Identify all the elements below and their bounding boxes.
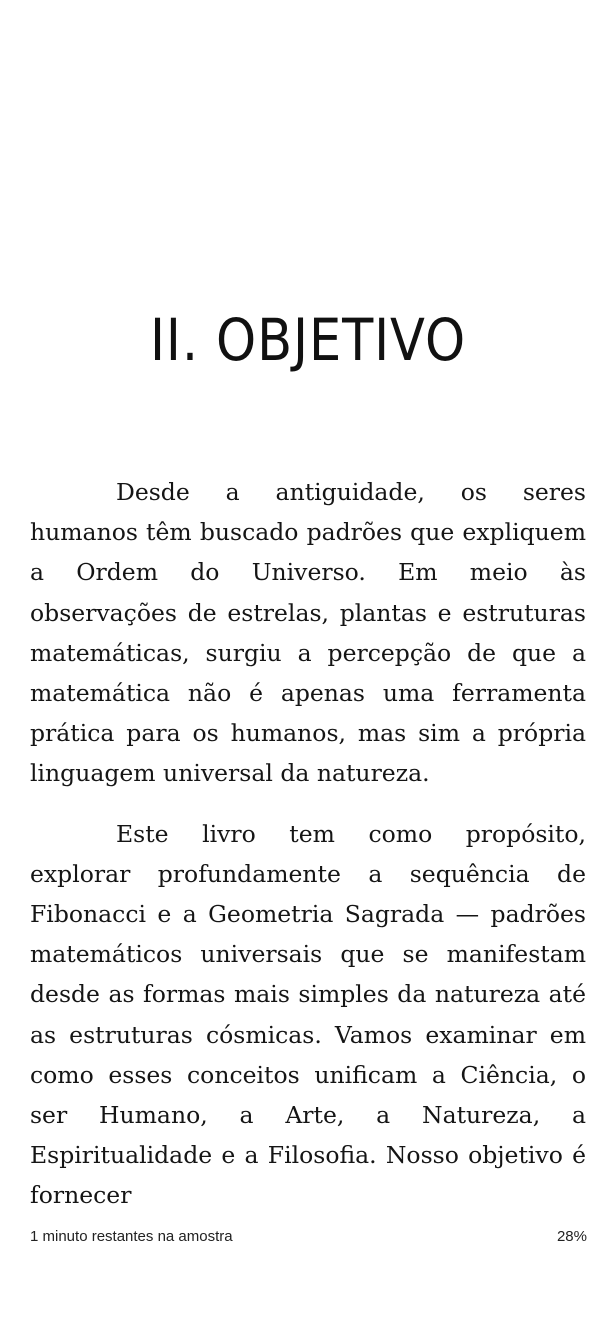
paragraph: Este livro tem como propósito, explorar profundamente a sequência de Fibonacci e a Geometria Sagrada — padrões matemáticos universais que se manifestam desde as formas mais simples da natureza até as estruturas cósmicas. Vamos examinar em como esses conceitos unificam a Ciência, o ser Humano, a Arte, a Natureza, a Espiritualidade e a Filosofia. Nosso objetivo é fornecer (30, 819, 586, 1210)
progress-percent-label: 28% (556, 1227, 587, 1245)
chapter-body (30, 472, 586, 1216)
reading-progress-footer (30, 1226, 587, 1246)
paragraph: Desde a antiguidade, os seres humanos têm buscado padrões que expliquem a Ordem do Universo. Em meio às observações de estrelas, plantas e estruturas matemáticas, surgiu a percepção de que a matemática não é apenas uma ferramenta prática para os humanos, mas sim a própria linguagem universal da natureza. (30, 478, 586, 788)
chapter-title: II. OBJETIVO (149, 306, 467, 374)
time-remaining-label: 1 minuto restantes na amostra (30, 1227, 233, 1245)
